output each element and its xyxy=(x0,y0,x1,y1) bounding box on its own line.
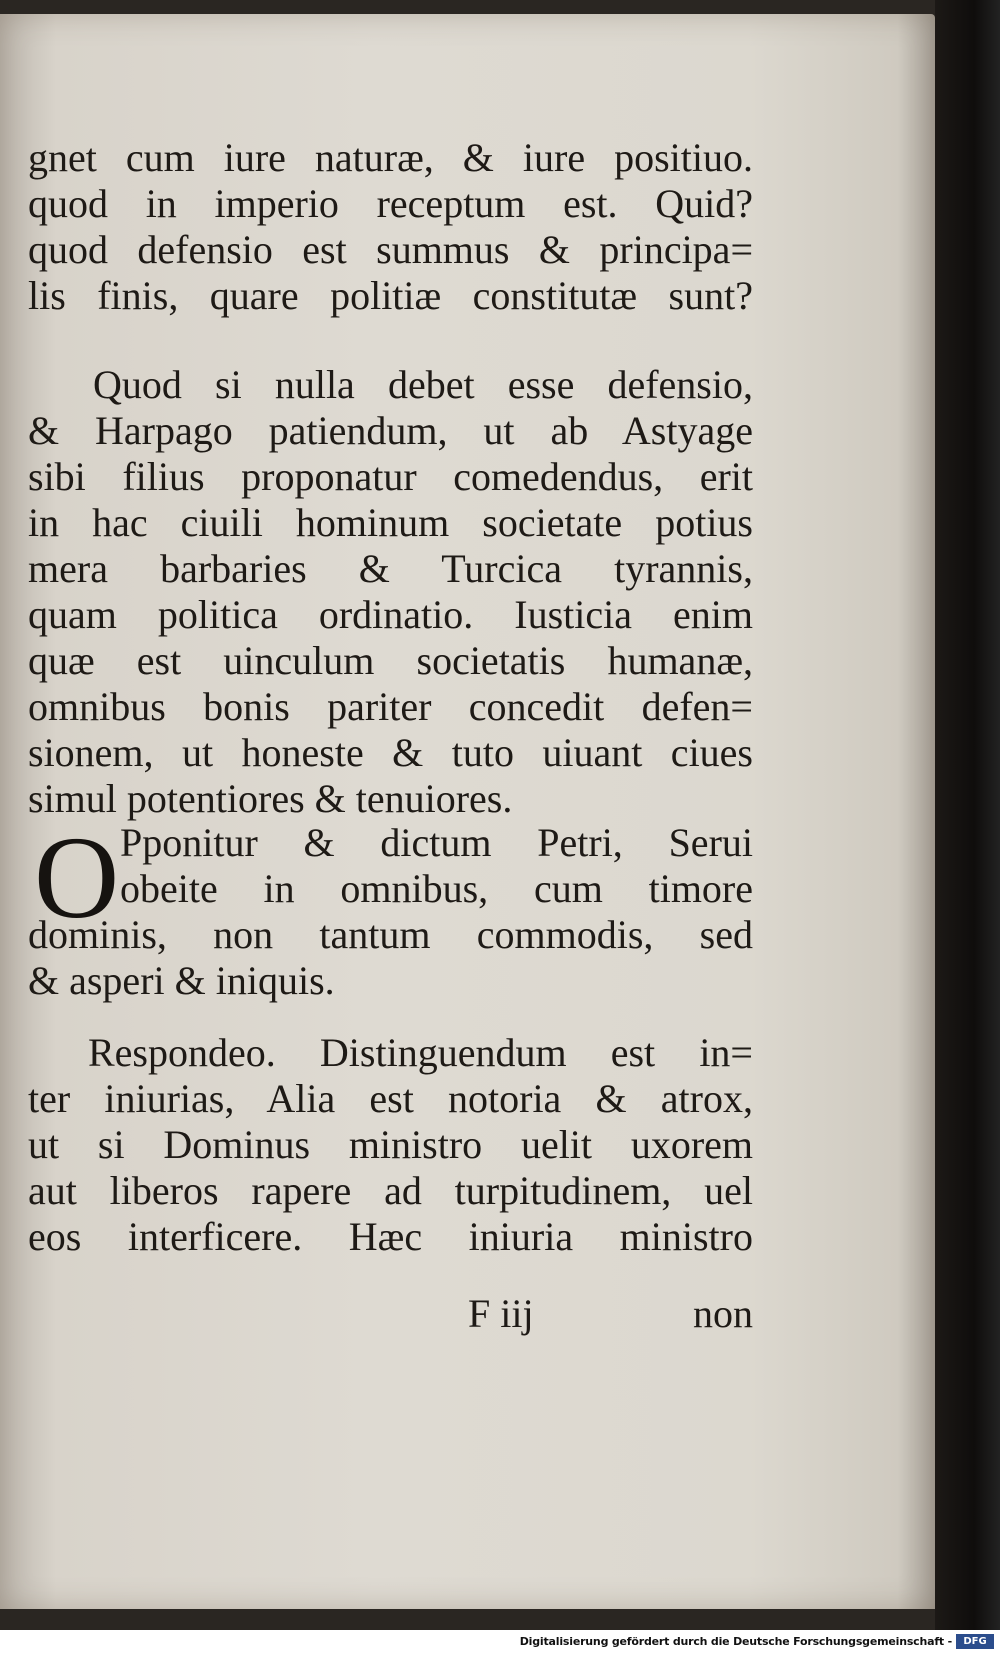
paragraph-1 xyxy=(28,135,753,319)
text-line: quæ est uinculum societatis humanæ, xyxy=(28,638,753,683)
text-line: gnet cum iure naturæ, & iure positiuo. xyxy=(28,135,753,180)
text-line: simul potentiores & tenuiores. xyxy=(28,776,513,821)
text-line: lis finis, quare politiæ constitutæ sunt? xyxy=(28,273,753,318)
text-line: quam politica ordinatio. Iusticia enim xyxy=(28,592,753,637)
text-line: quod in imperio receptum est. Quid? xyxy=(28,181,753,226)
digitization-footer xyxy=(0,1630,1000,1655)
page-footer-marks xyxy=(28,1290,753,1336)
text-line: Quod si nulla debet esse defensio, xyxy=(93,362,753,407)
text-line: quod defensio est summus & principa= xyxy=(28,227,753,272)
catchword: non xyxy=(693,1291,753,1336)
signature-mark: F iij xyxy=(468,1291,534,1336)
dfg-logo-icon: DFG xyxy=(956,1634,994,1649)
text-line: & asperi & iniquis. xyxy=(28,958,335,1003)
text-line: eos interficere. Hæc iniuria ministro xyxy=(28,1214,753,1259)
text-line: ter iniurias, Alia est notoria & atrox, xyxy=(28,1076,753,1121)
text-line: Respondeo. Distinguendum est in= xyxy=(88,1030,753,1075)
paragraph-3 xyxy=(28,812,753,1004)
text-line: omnibus bonis pariter concedit defen= xyxy=(28,684,753,729)
text-line: mera barbaries & Turcica tyrannis, xyxy=(28,546,753,591)
text-line: in hac ciuili hominum societate potius xyxy=(28,500,753,545)
text-line: obeite in omnibus, cum timore xyxy=(120,866,753,911)
paragraph-2 xyxy=(28,362,753,822)
paragraph-4 xyxy=(28,1030,753,1260)
drop-cap-initial: O xyxy=(34,812,120,943)
text-line: dominis, non tantum commodis, sed xyxy=(28,912,753,957)
funding-credit: Digitalisierung gefördert durch die Deutsche Forschungsgemeinschaft - xyxy=(519,1635,952,1648)
text-line: Pponitur & dictum Petri, Serui xyxy=(120,820,753,865)
text-line: ut si Dominus ministro uelit uxorem xyxy=(28,1122,753,1167)
text-line: aut liberos rapere ad turpitudinem, uel xyxy=(28,1168,753,1213)
text-line: sionem, ut honeste & tuto uiuant ciues xyxy=(28,730,753,775)
text-line: sibi filius proponatur comedendus, erit xyxy=(28,454,753,499)
book-edge xyxy=(935,0,1000,1630)
text-line: & Harpago patiendum, ut ab Astyage xyxy=(28,408,753,453)
